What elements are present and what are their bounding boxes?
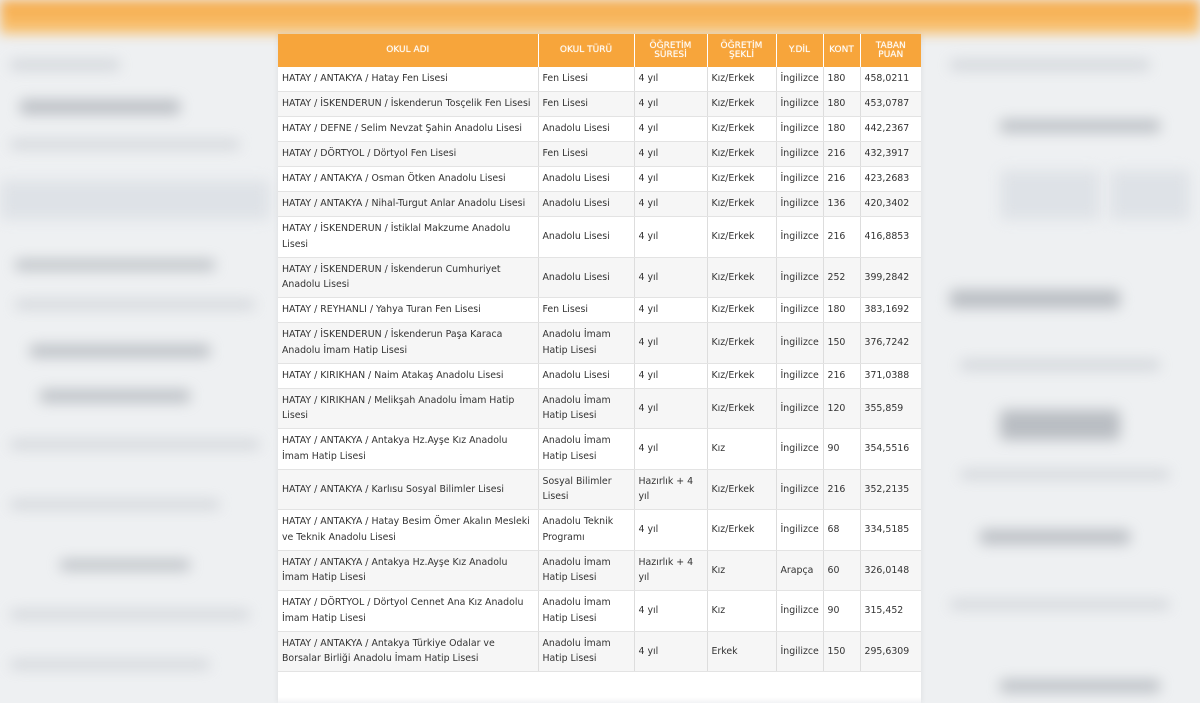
quota-cell: 150: [823, 323, 860, 364]
quota-cell: 180: [823, 117, 860, 142]
duration-cell: 4 yıl: [634, 257, 707, 298]
blurred-text: [60, 560, 190, 570]
duration-cell: 4 yıl: [634, 323, 707, 364]
table-row: [278, 117, 921, 142]
blurred-text: [960, 360, 1160, 370]
school-type-cell: Anadolu Lisesi: [538, 167, 634, 192]
duration-cell: 4 yıl: [634, 167, 707, 192]
base-score-cell: 416,8853: [860, 217, 921, 258]
blurred-top-bar: [0, 0, 1200, 34]
table-row: [278, 257, 921, 298]
duration-cell: 4 yıl: [634, 510, 707, 551]
language-cell: İngilizce: [776, 142, 823, 167]
quota-cell: 60: [823, 550, 860, 591]
blurred-text: [10, 610, 250, 619]
table-row: [278, 469, 921, 510]
school-type-cell: Fen Lisesi: [538, 298, 634, 323]
school-score-table: [278, 34, 921, 672]
quota-cell: 216: [823, 469, 860, 510]
blurred-text: [15, 260, 215, 270]
table-row: [278, 298, 921, 323]
header-quota: KONT: [823, 34, 860, 67]
school-type-cell: Fen Lisesi: [538, 142, 634, 167]
blurred-block: [0, 180, 270, 220]
table-row: [278, 217, 921, 258]
header-school-name: OKUL ADI: [278, 34, 538, 67]
school-type-cell: Anadolu İmam Hatip Lisesi: [538, 631, 634, 672]
teaching-form-cell: Kız/Erkek: [707, 167, 776, 192]
header-duration: ÖĞRETİM SÜRESİ: [634, 34, 707, 67]
duration-cell: 4 yıl: [634, 631, 707, 672]
language-cell: İngilizce: [776, 429, 823, 470]
duration-cell: 4 yıl: [634, 117, 707, 142]
school-name-cell: HATAY / KIRIKHAN / Naim Atakaş Anadolu Lisesi: [278, 363, 538, 388]
bottom-fade: [278, 697, 921, 703]
table-row: [278, 631, 921, 672]
blurred-text: [1000, 120, 1160, 132]
base-score-cell: 420,3402: [860, 192, 921, 217]
duration-cell: Hazırlık + 4 yıl: [634, 469, 707, 510]
blurred-text: [40, 390, 190, 402]
teaching-form-cell: Kız/Erkek: [707, 363, 776, 388]
teaching-form-cell: Kız/Erkek: [707, 67, 776, 92]
teaching-form-cell: Kız: [707, 591, 776, 632]
language-cell: İngilizce: [776, 257, 823, 298]
school-type-cell: Fen Lisesi: [538, 67, 634, 92]
table-row: [278, 510, 921, 551]
duration-cell: 4 yıl: [634, 298, 707, 323]
duration-cell: 4 yıl: [634, 92, 707, 117]
teaching-form-cell: Kız/Erkek: [707, 192, 776, 217]
base-score-cell: 355,859: [860, 388, 921, 429]
base-score-cell: 326,0148: [860, 550, 921, 591]
table-row: [278, 92, 921, 117]
language-cell: İngilizce: [776, 217, 823, 258]
blurred-text: [1000, 680, 1160, 692]
blurred-text: [950, 60, 1150, 70]
quota-cell: 216: [823, 217, 860, 258]
school-name-cell: HATAY / DÖRTYOL / Dörtyol Cennet Ana Kız Anadolu İmam Hatip Lisesi: [278, 591, 538, 632]
header-base-score: TABAN PUAN: [860, 34, 921, 67]
quota-cell: 68: [823, 510, 860, 551]
header-language: Y.DİL: [776, 34, 823, 67]
language-cell: İngilizce: [776, 67, 823, 92]
base-score-cell: 376,7242: [860, 323, 921, 364]
school-type-cell: Anadolu İmam Hatip Lisesi: [538, 429, 634, 470]
school-name-cell: HATAY / KIRIKHAN / Melikşah Anadolu İmam Hatip Lisesi: [278, 388, 538, 429]
school-name-cell: HATAY / ANTAKYA / Antakya Hz.Ayşe Kız Anadolu İmam Hatip Lisesi: [278, 429, 538, 470]
table-row: [278, 429, 921, 470]
teaching-form-cell: Kız: [707, 429, 776, 470]
base-score-cell: 442,2367: [860, 117, 921, 142]
school-name-cell: HATAY / ANTAKYA / Antakya Hz.Ayşe Kız Anadolu İmam Hatip Lisesi: [278, 550, 538, 591]
teaching-form-cell: Kız/Erkek: [707, 117, 776, 142]
school-type-cell: Fen Lisesi: [538, 92, 634, 117]
school-name-cell: HATAY / DEFNE / Selim Nevzat Şahin Anadolu Lisesi: [278, 117, 538, 142]
quota-cell: 216: [823, 142, 860, 167]
school-name-cell: HATAY / ANTAKYA / Karlısu Sosyal Bilimler Lisesi: [278, 469, 538, 510]
blurred-text: [10, 440, 260, 449]
school-type-cell: Anadolu İmam Hatip Lisesi: [538, 550, 634, 591]
language-cell: İngilizce: [776, 388, 823, 429]
blurred-text: [30, 345, 210, 357]
language-cell: İngilizce: [776, 363, 823, 388]
duration-cell: 4 yıl: [634, 388, 707, 429]
quota-cell: 150: [823, 631, 860, 672]
teaching-form-cell: Kız/Erkek: [707, 217, 776, 258]
header-school-type: OKUL TÜRÜ: [538, 34, 634, 67]
teaching-form-cell: Kız/Erkek: [707, 92, 776, 117]
school-name-cell: HATAY / ANTAKYA / Antakya Türkiye Odalar ve Borsalar Birliği Anadolu İmam Hatip Lisesi: [278, 631, 538, 672]
base-score-cell: 458,0211: [860, 67, 921, 92]
school-name-cell: HATAY / ANTAKYA / Hatay Fen Lisesi: [278, 67, 538, 92]
school-type-cell: Anadolu İmam Hatip Lisesi: [538, 388, 634, 429]
quota-cell: 120: [823, 388, 860, 429]
duration-cell: 4 yıl: [634, 363, 707, 388]
table-header-row: [278, 34, 921, 67]
blurred-text: [10, 60, 120, 70]
school-type-cell: Anadolu İmam Hatip Lisesi: [538, 323, 634, 364]
table-row: [278, 192, 921, 217]
school-type-cell: Anadolu Teknik Programı: [538, 510, 634, 551]
duration-cell: Hazırlık + 4 yıl: [634, 550, 707, 591]
language-cell: İngilizce: [776, 469, 823, 510]
teaching-form-cell: Kız/Erkek: [707, 323, 776, 364]
base-score-cell: 371,0388: [860, 363, 921, 388]
school-type-cell: Anadolu İmam Hatip Lisesi: [538, 591, 634, 632]
school-name-cell: HATAY / İSKENDERUN / İskenderun Tosçelik Fen Lisesi: [278, 92, 538, 117]
school-name-cell: HATAY / İSKENDERUN / İskenderun Paşa Karaca Anadolu İmam Hatip Lisesi: [278, 323, 538, 364]
duration-cell: 4 yıl: [634, 142, 707, 167]
duration-cell: 4 yıl: [634, 591, 707, 632]
school-name-cell: HATAY / ANTAKYA / Nihal-Turgut Anlar Anadolu Lisesi: [278, 192, 538, 217]
school-name-cell: HATAY / ANTAKYA / Hatay Besim Ömer Akalın Mesleki ve Teknik Anadolu Lisesi: [278, 510, 538, 551]
teaching-form-cell: Kız/Erkek: [707, 469, 776, 510]
teaching-form-cell: Kız/Erkek: [707, 257, 776, 298]
base-score-cell: 354,5516: [860, 429, 921, 470]
quota-cell: 136: [823, 192, 860, 217]
base-score-cell: 423,2683: [860, 167, 921, 192]
teaching-form-cell: Kız/Erkek: [707, 388, 776, 429]
base-score-cell: 315,452: [860, 591, 921, 632]
duration-cell: 4 yıl: [634, 217, 707, 258]
table-row: [278, 67, 921, 92]
teaching-form-cell: Erkek: [707, 631, 776, 672]
base-score-cell: 453,0787: [860, 92, 921, 117]
school-score-table-panel: [278, 34, 921, 703]
school-type-cell: Sosyal Bilimler Lisesi: [538, 469, 634, 510]
language-cell: İngilizce: [776, 323, 823, 364]
blurred-text: [20, 100, 180, 114]
base-score-cell: 334,5185: [860, 510, 921, 551]
blurred-block: [1110, 170, 1190, 220]
base-score-cell: 352,2135: [860, 469, 921, 510]
school-name-cell: HATAY / DÖRTYOL / Dörtyol Fen Lisesi: [278, 142, 538, 167]
quota-cell: 90: [823, 591, 860, 632]
table-row: [278, 550, 921, 591]
blurred-block: [1000, 170, 1100, 220]
blurred-text: [960, 470, 1170, 479]
school-type-cell: Anadolu Lisesi: [538, 117, 634, 142]
language-cell: İngilizce: [776, 167, 823, 192]
school-type-cell: Anadolu Lisesi: [538, 217, 634, 258]
duration-cell: 4 yıl: [634, 192, 707, 217]
language-cell: İngilizce: [776, 510, 823, 551]
table-row: [278, 323, 921, 364]
blurred-text: [950, 290, 1120, 308]
quota-cell: 180: [823, 67, 860, 92]
language-cell: İngilizce: [776, 92, 823, 117]
quota-cell: 90: [823, 429, 860, 470]
quota-cell: 180: [823, 92, 860, 117]
base-score-cell: 399,2842: [860, 257, 921, 298]
quota-cell: 216: [823, 167, 860, 192]
base-score-cell: 383,1692: [860, 298, 921, 323]
language-cell: İngilizce: [776, 591, 823, 632]
quota-cell: 180: [823, 298, 860, 323]
school-type-cell: Anadolu Lisesi: [538, 192, 634, 217]
duration-cell: 4 yıl: [634, 429, 707, 470]
quota-cell: 216: [823, 363, 860, 388]
header-teaching-form: ÖĞRETİM ŞEKLİ: [707, 34, 776, 67]
duration-cell: 4 yıl: [634, 67, 707, 92]
base-score-cell: 295,6309: [860, 631, 921, 672]
blurred-text: [10, 500, 220, 509]
blurred-text: [10, 660, 210, 669]
table-row: [278, 591, 921, 632]
blurred-block: [1000, 410, 1120, 440]
base-score-cell: 432,3917: [860, 142, 921, 167]
blurred-text: [10, 140, 240, 149]
language-cell: İngilizce: [776, 192, 823, 217]
school-type-cell: Anadolu Lisesi: [538, 363, 634, 388]
school-name-cell: HATAY / ANTAKYA / Osman Ötken Anadolu Lisesi: [278, 167, 538, 192]
language-cell: İngilizce: [776, 631, 823, 672]
table-row: [278, 363, 921, 388]
school-type-cell: Anadolu Lisesi: [538, 257, 634, 298]
blurred-text: [980, 530, 1130, 544]
school-name-cell: HATAY / İSKENDERUN / İskenderun Cumhuriyet Anadolu Lisesi: [278, 257, 538, 298]
teaching-form-cell: Kız/Erkek: [707, 510, 776, 551]
table-row: [278, 142, 921, 167]
teaching-form-cell: Kız/Erkek: [707, 298, 776, 323]
teaching-form-cell: Kız: [707, 550, 776, 591]
school-name-cell: HATAY / İSKENDERUN / İstiklal Makzume Anadolu Lisesi: [278, 217, 538, 258]
teaching-form-cell: Kız/Erkek: [707, 142, 776, 167]
blurred-text: [15, 300, 255, 309]
language-cell: İngilizce: [776, 117, 823, 142]
quota-cell: 252: [823, 257, 860, 298]
table-row: [278, 388, 921, 429]
language-cell: Arapça: [776, 550, 823, 591]
blurred-text: [950, 600, 1170, 609]
table-row: [278, 167, 921, 192]
language-cell: İngilizce: [776, 298, 823, 323]
school-name-cell: HATAY / REYHANLI / Yahya Turan Fen Lisesi: [278, 298, 538, 323]
